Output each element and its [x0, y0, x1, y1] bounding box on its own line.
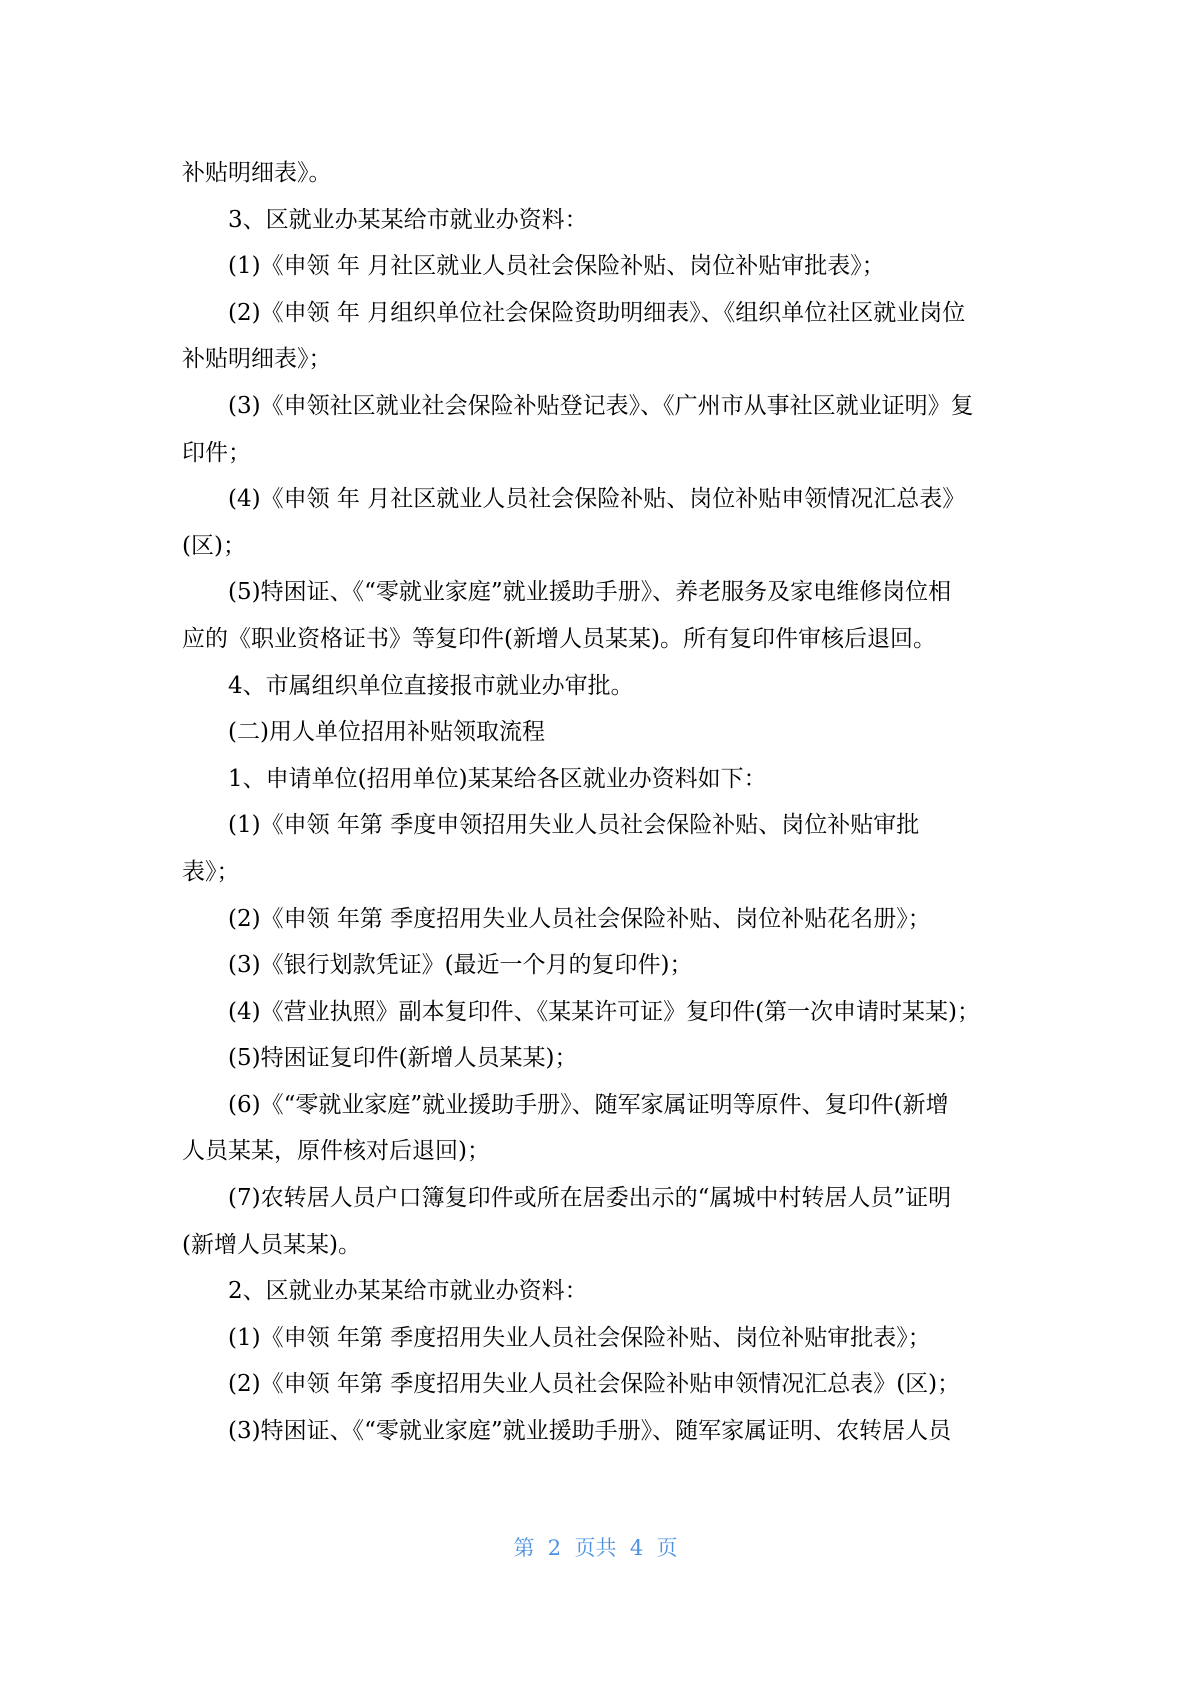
- text-line: 应的《职业资格证书》等复印件(新增人员某某)。所有复印件审核后退回。: [182, 625, 936, 652]
- text-line: (2)《申领 年 月组织单位社会保险资助明细表》、《组织单位社区就业岗位: [228, 299, 966, 326]
- text-line: 表》；: [182, 858, 240, 885]
- text-line: (5)特困证、《“零就业家庭”就业援助手册》、养老服务及家电维修岗位相: [228, 579, 952, 606]
- text-line: (5)特困证复印件(新增人员某某)；: [228, 1045, 578, 1072]
- text-line: (2)《申领 年第 季度招用失业人员社会保险补贴、岗位补贴花名册》；: [228, 905, 931, 932]
- text-line: 补贴明细表》。: [182, 160, 332, 186]
- text-line: (二)用人单位招用补贴领取流程: [228, 719, 545, 746]
- text-line: (3)《银行划款凭证》(最近一个月的复印件)；: [228, 952, 693, 979]
- text-line: 1、申请单位(招用单位)某某给各区就业办资料如下：: [228, 765, 767, 792]
- text-line: (4)《申领 年 月社区就业人员社会保险补贴、岗位补贴申领情况汇总表》: [228, 486, 966, 513]
- page-footer: 第 2 页共 4 页: [513, 1536, 678, 1560]
- text-line: 3、区就业办某某给市就业办资料：: [228, 206, 588, 233]
- text-line: (区)；: [182, 532, 246, 559]
- text-line: 2、区就业办某某给市就业办资料：: [228, 1278, 588, 1305]
- text-line: (7)农转居人员户口簿复印件或所在居委出示的“属城中村转居人员”证明: [228, 1185, 952, 1212]
- text-line: (1)《申领 年第 季度招用失业人员社会保险补贴、岗位补贴审批表》；: [228, 1324, 931, 1351]
- text-line: 4、市属组织单位直接报市就业办审批。: [228, 672, 634, 699]
- text-line: 补贴明细表》；: [182, 346, 332, 373]
- text-line: (4)《营业执照》副本复印件、《某某许可证》复印件(第一次申请时某某)；: [228, 998, 981, 1025]
- text-line: (2)《申领 年第 季度招用失业人员社会保险补贴申领情况汇总表》(区)；: [228, 1371, 961, 1398]
- text-line: (3)特困证、《“零就业家庭”就业援助手册》、随军家属证明、农转居人员: [228, 1418, 952, 1445]
- text-line: (1)《申领 年 月社区就业人员社会保险补贴、岗位补贴审批表》；: [228, 253, 885, 280]
- text-line: (新增人员某某)。: [182, 1231, 361, 1258]
- text-line: (3)《申领社区就业社会保险补贴登记表》、《广州市从事社区就业证明》复: [228, 392, 974, 419]
- text-line: (6)《“零就业家庭”就业援助手册》、随军家属证明等原件、复印件(新增: [228, 1091, 949, 1118]
- text-line: (1)《申领 年第 季度申领招用失业人员社会保险补贴、岗位补贴审批: [228, 812, 920, 839]
- text-line: 人员某某，原件核对后退回)；: [182, 1138, 490, 1165]
- text-line: 印件；: [182, 439, 251, 466]
- document-body: [182, 150, 1012, 1455]
